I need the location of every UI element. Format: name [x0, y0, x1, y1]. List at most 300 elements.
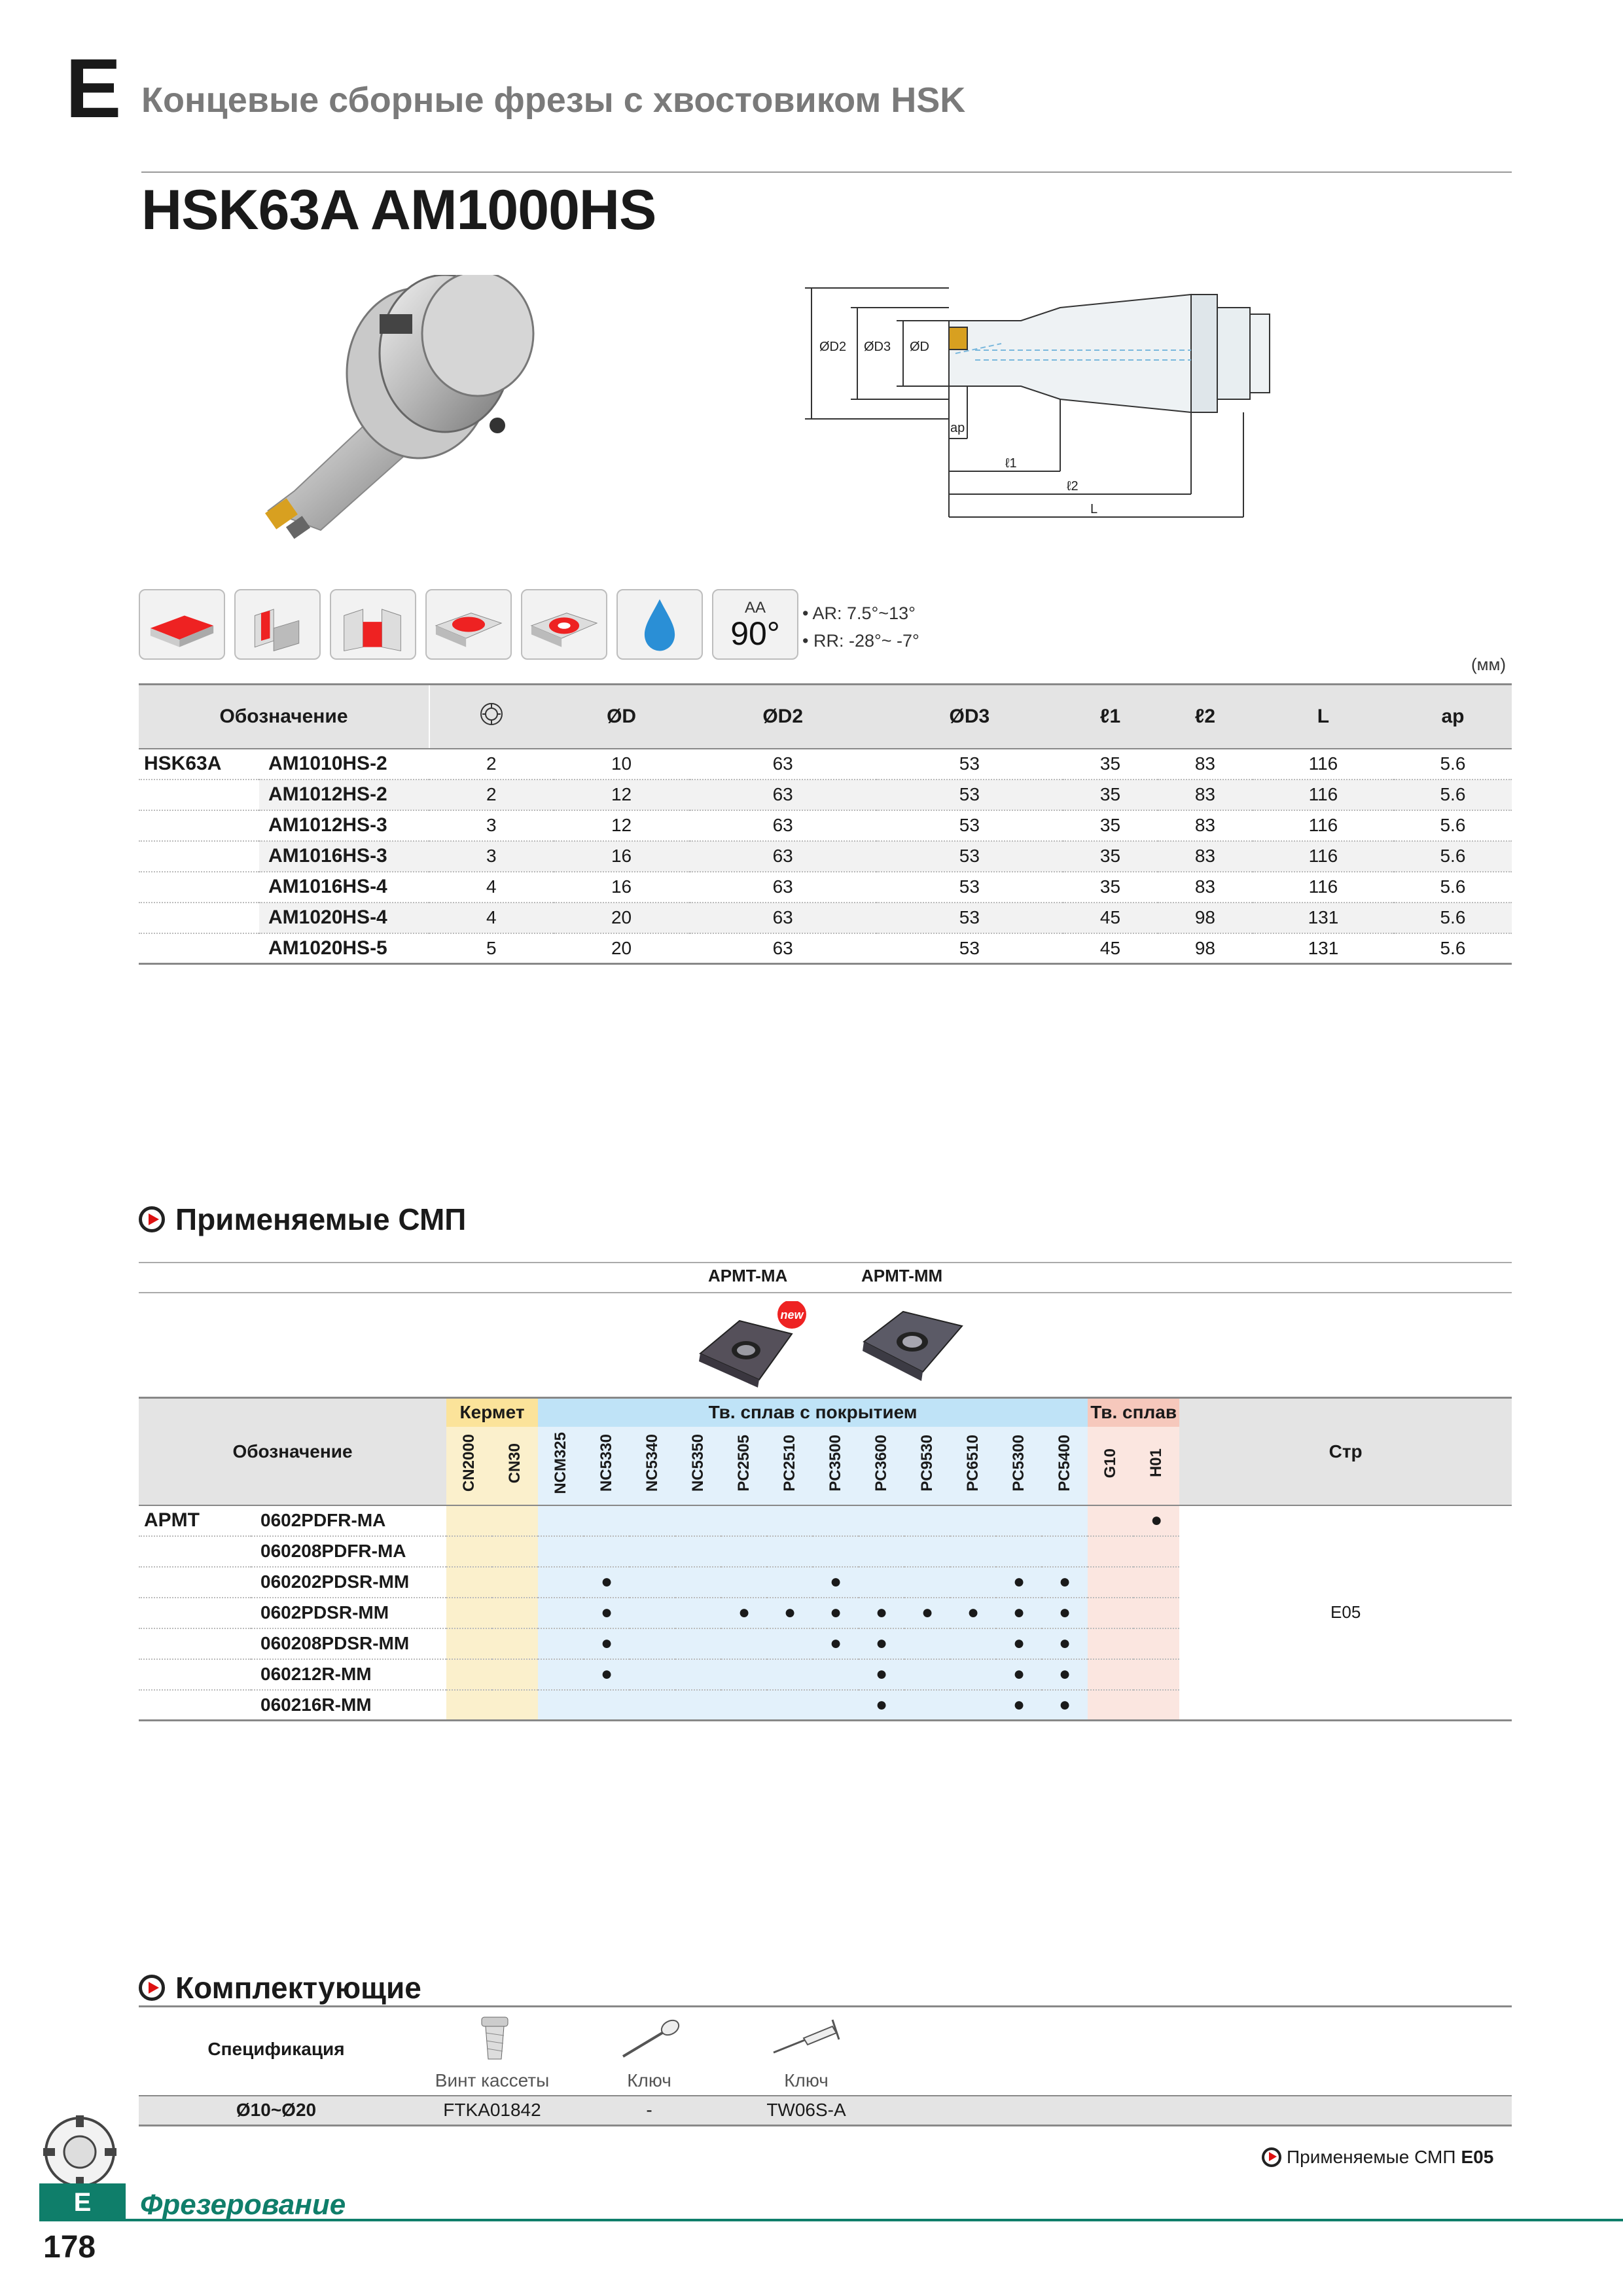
- availability-cell: ●: [584, 1567, 630, 1598]
- value-cell-d: 16: [554, 872, 690, 903]
- grade-header: [996, 1427, 1042, 1505]
- availability-cell: [950, 1628, 996, 1659]
- group-cell: [139, 903, 259, 933]
- value-cell-l2: 83: [1158, 749, 1253, 780]
- availability-cell: [492, 1598, 538, 1628]
- acc-screw-code: FTKA01842: [414, 2096, 571, 2126]
- table-row: [139, 780, 1512, 810]
- availability-cell: [584, 1536, 630, 1567]
- value-cell-ap: 5.6: [1394, 780, 1512, 810]
- product-title: HSK63A AM1000HS: [141, 179, 656, 242]
- value-cell-L: 116: [1253, 810, 1394, 841]
- availability-cell: [904, 1567, 950, 1598]
- group-cell: [139, 1536, 251, 1567]
- availability-cell: ●: [996, 1659, 1042, 1690]
- group-cell: [139, 810, 259, 841]
- value-cell-l1: 35: [1063, 749, 1158, 780]
- availability-cell: [584, 1505, 630, 1536]
- grade-label: NCM325: [552, 1432, 570, 1494]
- value-cell-ap: 5.6: [1394, 810, 1512, 841]
- availability-cell: [538, 1598, 584, 1628]
- availability-cell: [446, 1690, 492, 1721]
- value-cell-ap: 5.6: [1394, 872, 1512, 903]
- footer-section-name: Фрезерование: [140, 2189, 346, 2221]
- grade-label: PC2505: [735, 1435, 753, 1492]
- value-cell-l1: 45: [1063, 903, 1158, 933]
- ref-page: E05: [1461, 2147, 1494, 2167]
- value-cell-L: 116: [1253, 749, 1394, 780]
- value-cell-d: 12: [554, 780, 690, 810]
- value-cell-d3: 53: [876, 903, 1063, 933]
- grade-header: [767, 1427, 813, 1505]
- grade-header: [584, 1427, 630, 1505]
- label-l2: ℓ2: [1067, 479, 1079, 493]
- insert-code-cell: 0602PDFR-MA: [251, 1505, 446, 1536]
- availability-cell: ●: [1042, 1659, 1088, 1690]
- availability-cell: [446, 1598, 492, 1628]
- pocketing-icon: [425, 589, 512, 660]
- value-cell-d3: 53: [876, 749, 1063, 780]
- value-cell-z: 5: [429, 933, 554, 964]
- grade-header: [813, 1427, 859, 1505]
- grade-header: [904, 1427, 950, 1505]
- helical-milling-icon: [521, 589, 607, 660]
- availability-cell: [538, 1659, 584, 1690]
- availability-cell: [904, 1659, 950, 1690]
- availability-cell: [813, 1505, 859, 1536]
- availability-cell: ●: [859, 1598, 904, 1628]
- inserts-table: [139, 1397, 1512, 1721]
- value-cell-z: 3: [429, 841, 554, 872]
- acc-item-screw: [414, 2007, 571, 2096]
- group-carbide: Тв. сплав: [1088, 1398, 1179, 1427]
- availability-cell: ●: [584, 1628, 630, 1659]
- grade-label: PC6510: [964, 1435, 982, 1492]
- col-d3: ØD3: [876, 685, 1063, 749]
- value-cell-ap: 5.6: [1394, 841, 1512, 872]
- value-cell-d2: 63: [690, 841, 876, 872]
- grade-header: [630, 1427, 675, 1505]
- grade-label: CN30: [506, 1443, 524, 1484]
- value-cell-l2: 83: [1158, 780, 1253, 810]
- acc-key-code: -: [571, 2096, 728, 2126]
- value-cell-d3: 53: [876, 780, 1063, 810]
- availability-cell: [1088, 1690, 1133, 1721]
- availability-cell: [675, 1567, 721, 1598]
- availability-cell: [950, 1690, 996, 1721]
- grade-header: [1088, 1427, 1133, 1505]
- availability-cell: [721, 1628, 767, 1659]
- availability-cell: ●: [859, 1659, 904, 1690]
- availability-cell: [813, 1536, 859, 1567]
- col-l2: ℓ2: [1158, 685, 1253, 749]
- availability-cell: [675, 1659, 721, 1690]
- availability-cell: ●: [996, 1690, 1042, 1721]
- availability-cell: ●: [584, 1598, 630, 1628]
- insert-apmt-ma-image: [687, 1301, 818, 1393]
- value-cell-L: 131: [1253, 903, 1394, 933]
- availability-cell: [721, 1690, 767, 1721]
- grade-label: H01: [1147, 1448, 1166, 1478]
- inserts-heading: [139, 1202, 466, 1237]
- availability-cell: [492, 1628, 538, 1659]
- grade-header: [859, 1427, 904, 1505]
- table-row: [139, 841, 1512, 872]
- shoulder-milling-icon: [139, 589, 225, 660]
- availability-cell: [721, 1659, 767, 1690]
- section-title: Концевые сборные фрезы с хвостовиком HSK: [141, 81, 966, 120]
- label-apmt-ma: APMT-MA: [708, 1266, 788, 1285]
- group-cell: [139, 1690, 251, 1721]
- accessories-heading: [139, 1970, 421, 2005]
- availability-cell: [996, 1505, 1042, 1536]
- acc-item-label: Ключ: [627, 2070, 671, 2090]
- availability-cell: [721, 1567, 767, 1598]
- availability-cell: [446, 1659, 492, 1690]
- grade-header: [950, 1427, 996, 1505]
- availability-cell: ●: [996, 1628, 1042, 1659]
- group-cell: [139, 1659, 251, 1690]
- availability-cell: ●: [904, 1598, 950, 1628]
- availability-cell: [904, 1505, 950, 1536]
- col-ap: ap: [1394, 685, 1512, 749]
- page-reference-link[interactable]: [1262, 2147, 1493, 2168]
- inserts-heading-text: Применяемые СМП: [175, 1202, 467, 1236]
- side-milling-icon: [330, 589, 416, 660]
- designation-cell: AM1020HS-4: [259, 903, 429, 933]
- availability-cell: [950, 1505, 996, 1536]
- milling-cutter-logo: [41, 2113, 119, 2191]
- table-row: [139, 749, 1512, 780]
- col-d: ØD: [554, 685, 690, 749]
- grade-header: [1133, 1427, 1179, 1505]
- value-cell-L: 116: [1253, 780, 1394, 810]
- arrow-icon: [139, 1975, 165, 2001]
- value-cell-l2: 98: [1158, 933, 1253, 964]
- availability-cell: [904, 1690, 950, 1721]
- value-cell-d: 20: [554, 933, 690, 964]
- availability-cell: [1088, 1567, 1133, 1598]
- spec-header: Спецификация: [139, 2007, 414, 2096]
- availability-cell: [767, 1690, 813, 1721]
- availability-cell: ●: [859, 1690, 904, 1721]
- value-cell-l1: 45: [1063, 933, 1158, 964]
- availability-cell: [492, 1567, 538, 1598]
- grade-header: [492, 1427, 538, 1505]
- group-cell: [139, 1628, 251, 1659]
- availability-cell: [1088, 1505, 1133, 1536]
- value-cell-d2: 63: [690, 903, 876, 933]
- availability-cell: [996, 1536, 1042, 1567]
- grade-header: [675, 1427, 721, 1505]
- insert-code-cell: 0602PDSR-MM: [251, 1598, 446, 1628]
- angle-value: 90°: [730, 615, 780, 652]
- availability-cell: [538, 1536, 584, 1567]
- grade-label: PC3500: [827, 1435, 845, 1492]
- value-cell-l2: 83: [1158, 872, 1253, 903]
- availability-cell: [1133, 1690, 1179, 1721]
- availability-cell: [1133, 1567, 1179, 1598]
- availability-cell: [1088, 1659, 1133, 1690]
- availability-cell: [859, 1505, 904, 1536]
- grade-label: NC5330: [597, 1434, 616, 1492]
- value-cell-d: 12: [554, 810, 690, 841]
- availability-cell: [859, 1536, 904, 1567]
- grade-label: NC5340: [643, 1434, 662, 1492]
- availability-cell: ●: [1133, 1505, 1179, 1536]
- acc-item-key: [571, 2007, 728, 2096]
- value-cell-d3: 53: [876, 841, 1063, 872]
- angle-code: AA: [744, 599, 766, 617]
- ins-col-designation: Обозначение: [139, 1398, 446, 1505]
- availability-cell: ●: [1042, 1628, 1088, 1659]
- availability-cell: [492, 1659, 538, 1690]
- availability-cell: [630, 1536, 675, 1567]
- value-cell-z: 4: [429, 903, 554, 933]
- value-cell-L: 116: [1253, 841, 1394, 872]
- availability-cell: [767, 1505, 813, 1536]
- group-cell: APMT: [139, 1505, 251, 1536]
- value-cell-d: 20: [554, 903, 690, 933]
- group-cell: [139, 1598, 251, 1628]
- availability-cell: [950, 1567, 996, 1598]
- grade-header: [721, 1427, 767, 1505]
- teeth-count-icon: [478, 701, 505, 727]
- acc-item-wrench: [728, 2007, 885, 2096]
- value-cell-d2: 63: [690, 933, 876, 964]
- col-l1: ℓ1: [1063, 685, 1158, 749]
- group-cell: [139, 933, 259, 964]
- availability-cell: [1042, 1505, 1088, 1536]
- tool-photo: [249, 275, 615, 550]
- table-row: [139, 872, 1512, 903]
- availability-cell: [675, 1628, 721, 1659]
- insert-code-cell: 060202PDSR-MM: [251, 1567, 446, 1598]
- value-cell-d3: 53: [876, 933, 1063, 964]
- dimensions-table: [139, 683, 1512, 965]
- designation-cell: AM1016HS-4: [259, 872, 429, 903]
- availability-cell: [767, 1628, 813, 1659]
- group-cell: HSK63A: [139, 749, 259, 780]
- grade-label: PC2510: [781, 1435, 799, 1492]
- label-d2: ØD2: [819, 340, 847, 354]
- group-coated: Тв. сплав с покрытием: [538, 1398, 1088, 1427]
- ref-label: Применяемые СМП: [1287, 2147, 1456, 2167]
- group-cell: [139, 1567, 251, 1598]
- availability-cell: [1042, 1536, 1088, 1567]
- insert-code-cell: 060212R-MM: [251, 1659, 446, 1690]
- col-designation: Обозначение: [139, 685, 429, 749]
- value-cell-l1: 35: [1063, 780, 1158, 810]
- value-cell-d2: 63: [690, 872, 876, 903]
- availability-cell: ●: [950, 1598, 996, 1628]
- availability-cell: [950, 1536, 996, 1567]
- group-cermet: Кермет: [446, 1398, 538, 1427]
- availability-cell: [1133, 1598, 1179, 1628]
- availability-cell: [675, 1536, 721, 1567]
- availability-cell: [767, 1567, 813, 1598]
- label-L: L: [1090, 502, 1098, 516]
- availability-cell: [767, 1536, 813, 1567]
- availability-cell: ●: [767, 1598, 813, 1628]
- availability-cell: [538, 1690, 584, 1721]
- application-icons: [139, 589, 798, 660]
- coolant-drop-icon: [616, 589, 703, 660]
- section-tab: E: [39, 2183, 126, 2221]
- value-cell-d3: 53: [876, 810, 1063, 841]
- axial-rake: • AR: 7.5°~13°: [802, 603, 916, 623]
- value-cell-z: 4: [429, 872, 554, 903]
- approach-angle-icon: [712, 589, 798, 660]
- availability-cell: [630, 1659, 675, 1690]
- availability-cell: ●: [1042, 1598, 1088, 1628]
- technical-drawing: [785, 268, 1283, 556]
- value-cell-d2: 63: [690, 810, 876, 841]
- value-cell-z: 2: [429, 749, 554, 780]
- value-cell-L: 131: [1253, 933, 1394, 964]
- wrench-icon: [760, 2013, 852, 2066]
- availability-cell: [675, 1505, 721, 1536]
- value-cell-l1: 35: [1063, 841, 1158, 872]
- grade-label: PC5300: [1010, 1435, 1028, 1492]
- grade-label: G10: [1101, 1448, 1120, 1479]
- insert-code-cell: 060216R-MM: [251, 1690, 446, 1721]
- availability-cell: [446, 1536, 492, 1567]
- label-apmt-mm: APMT-MM: [861, 1266, 943, 1285]
- value-cell-ap: 5.6: [1394, 903, 1512, 933]
- availability-cell: [950, 1659, 996, 1690]
- label-ap: ap: [950, 421, 965, 435]
- availability-cell: ●: [996, 1598, 1042, 1628]
- grade-label: PC3600: [872, 1435, 891, 1492]
- value-cell-ap: 5.6: [1394, 933, 1512, 964]
- availability-cell: [813, 1690, 859, 1721]
- availability-cell: [813, 1659, 859, 1690]
- arrow-icon: [1262, 2147, 1281, 2167]
- key-icon: [610, 2013, 688, 2066]
- table-row: [139, 933, 1512, 964]
- availability-cell: [538, 1567, 584, 1598]
- label-l1: ℓ1: [1005, 456, 1017, 471]
- availability-cell: [630, 1628, 675, 1659]
- insert-labels: [139, 1262, 1512, 1292]
- value-cell-d2: 63: [690, 780, 876, 810]
- availability-cell: [538, 1505, 584, 1536]
- availability-cell: [675, 1690, 721, 1721]
- value-cell-l2: 98: [1158, 903, 1253, 933]
- availability-cell: [630, 1690, 675, 1721]
- value-cell-d3: 53: [876, 872, 1063, 903]
- designation-cell: AM1016HS-3: [259, 841, 429, 872]
- availability-cell: [1088, 1598, 1133, 1628]
- availability-cell: [859, 1567, 904, 1598]
- accessories-heading-text: Комплектующие: [175, 1971, 421, 2005]
- acc-wrench-code: TW06S-A: [728, 2096, 885, 2126]
- ins-col-page: Стр: [1179, 1398, 1512, 1505]
- availability-cell: ●: [996, 1567, 1042, 1598]
- availability-cell: [630, 1598, 675, 1628]
- availability-cell: [1133, 1628, 1179, 1659]
- value-cell-l2: 83: [1158, 810, 1253, 841]
- availability-cell: [904, 1536, 950, 1567]
- availability-cell: [1133, 1659, 1179, 1690]
- availability-cell: [675, 1598, 721, 1628]
- label-d3: ØD3: [864, 340, 891, 354]
- label-d: ØD: [910, 340, 929, 354]
- designation-cell: AM1010HS-2: [259, 749, 429, 780]
- screw-icon: [453, 2013, 531, 2066]
- availability-cell: [492, 1505, 538, 1536]
- col-teeth: [429, 685, 554, 749]
- insert-code-cell: 060208PDSR-MM: [251, 1628, 446, 1659]
- availability-cell: [1088, 1628, 1133, 1659]
- table-row: [139, 903, 1512, 933]
- new-badge: new: [780, 1308, 804, 1321]
- table-row: [139, 1505, 1512, 1536]
- grade-label: PC5400: [1056, 1435, 1074, 1492]
- header-divider: [141, 171, 1512, 173]
- availability-cell: [630, 1505, 675, 1536]
- value-cell-z: 2: [429, 780, 554, 810]
- rake-angles: [802, 600, 919, 655]
- availability-cell: [721, 1536, 767, 1567]
- availability-cell: ●: [859, 1628, 904, 1659]
- availability-cell: [630, 1567, 675, 1598]
- designation-cell: AM1020HS-5: [259, 933, 429, 964]
- availability-cell: ●: [813, 1598, 859, 1628]
- designation-cell: AM1012HS-3: [259, 810, 429, 841]
- value-cell-d: 10: [554, 749, 690, 780]
- col-d2: ØD2: [690, 685, 876, 749]
- grade-header: [446, 1427, 492, 1505]
- availability-cell: [492, 1536, 538, 1567]
- value-cell-l1: 35: [1063, 872, 1158, 903]
- page-ref-cell: E05: [1179, 1505, 1512, 1721]
- grade-label: CN2000: [460, 1434, 478, 1492]
- grade-header: [1042, 1427, 1088, 1505]
- acc-item-label: Винт кассеты: [435, 2070, 550, 2090]
- value-cell-d: 16: [554, 841, 690, 872]
- value-cell-d2: 63: [690, 749, 876, 780]
- insert-apmt-mm-image: [844, 1296, 975, 1388]
- designation-cell: AM1012HS-2: [259, 780, 429, 810]
- availability-cell: [446, 1567, 492, 1598]
- group-cell: [139, 872, 259, 903]
- availability-cell: [721, 1505, 767, 1536]
- availability-cell: [446, 1628, 492, 1659]
- grade-header: [538, 1427, 584, 1505]
- availability-cell: [1088, 1536, 1133, 1567]
- grade-label: PC9530: [918, 1435, 936, 1492]
- availability-cell: [767, 1659, 813, 1690]
- col-L: L: [1253, 685, 1394, 749]
- divider: [139, 1292, 1512, 1293]
- availability-cell: ●: [1042, 1690, 1088, 1721]
- availability-cell: [446, 1505, 492, 1536]
- arrow-icon: [139, 1206, 165, 1232]
- value-cell-L: 116: [1253, 872, 1394, 903]
- accessories-table: [139, 2005, 1512, 2126]
- availability-cell: ●: [813, 1628, 859, 1659]
- availability-cell: [904, 1628, 950, 1659]
- value-cell-l1: 35: [1063, 810, 1158, 841]
- acc-spec: Ø10~Ø20: [139, 2096, 414, 2126]
- grade-label: NC5350: [689, 1434, 707, 1492]
- availability-cell: [584, 1690, 630, 1721]
- availability-cell: ●: [584, 1659, 630, 1690]
- availability-cell: ●: [813, 1567, 859, 1598]
- value-cell-ap: 5.6: [1394, 749, 1512, 780]
